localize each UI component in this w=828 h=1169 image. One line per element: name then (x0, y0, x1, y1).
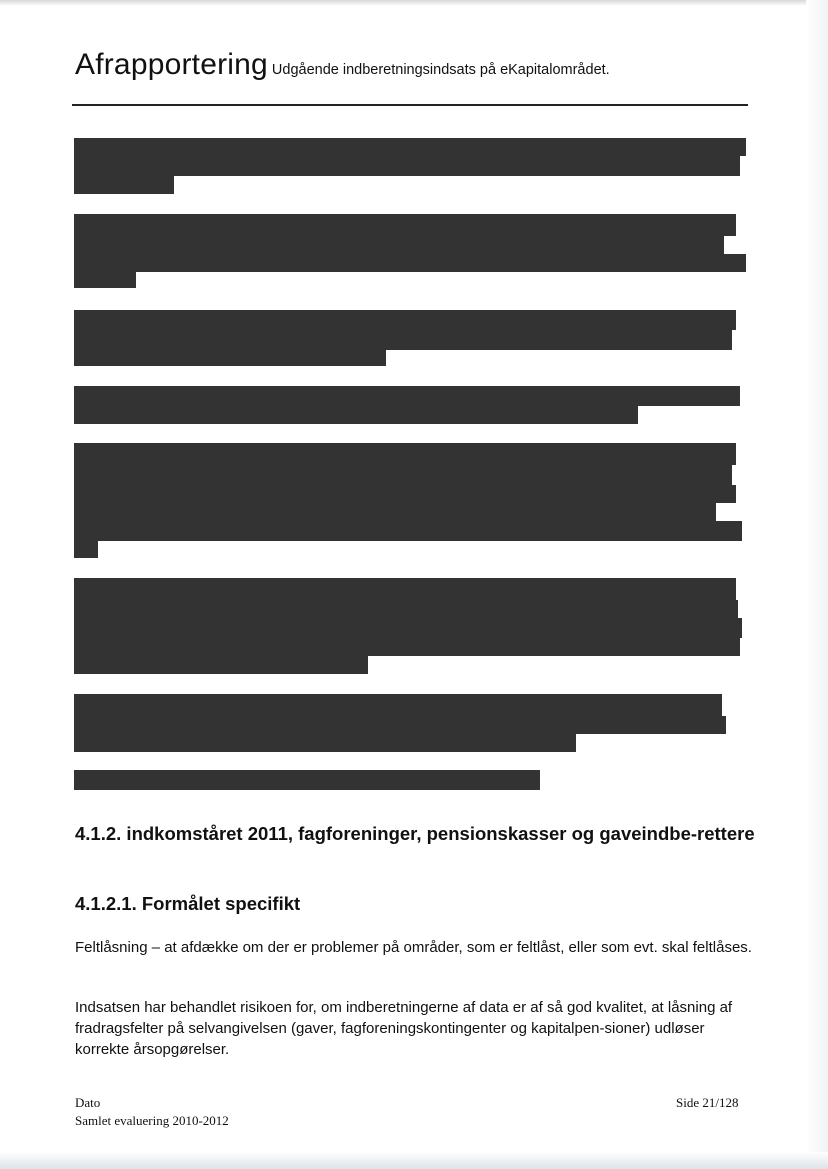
scan-right-edge (806, 0, 828, 1169)
redaction-bar (74, 503, 716, 521)
redaction-bar (74, 156, 740, 176)
redaction-bar (74, 214, 736, 236)
redaction-bar (74, 465, 732, 485)
subsection-heading: 4.1.2.1. Formålet specifikt (75, 893, 301, 914)
header-subtitle: Udgående indberetningsindsats på eKapitalområdet. (271, 62, 610, 78)
redaction-bar (74, 254, 746, 272)
redaction-bar (74, 618, 742, 638)
redaction-bar (74, 272, 136, 288)
scan-top-edge (0, 0, 828, 6)
redaction-bar (74, 578, 736, 600)
body-paragraph: Feltlåsning – at afdække om der er problemer på områder, som er feltlåst, eller som evt. skal feltlåses. (75, 939, 752, 956)
redaction-bar (74, 386, 740, 406)
header-rule (72, 104, 748, 106)
redaction-bar (74, 770, 540, 790)
redaction-bar (74, 716, 726, 734)
redaction-bar (74, 734, 576, 752)
redaction-bar (74, 443, 736, 465)
redaction-bar (74, 138, 746, 156)
page-number: Side 21/128 (676, 1095, 739, 1110)
page-header (75, 48, 610, 82)
redaction-bar (74, 236, 724, 254)
redaction-bar (74, 406, 638, 424)
redaction-bar (74, 638, 740, 656)
redaction-bar (74, 694, 722, 716)
footer-document-name: Samlet evaluering 2010-2012 (75, 1113, 229, 1128)
footer-left (75, 1094, 229, 1130)
section-heading: 4.1.2. indkomståret 2011, fagforeninger, pensionskasser og gaveindbe-rettere (75, 823, 755, 844)
redaction-bar (74, 485, 736, 503)
redaction-bar (74, 541, 98, 558)
redaction-bar (74, 330, 732, 350)
body-paragraph: Indsatsen har behandlet risikoen for, om indberetningerne af data er af så god kvalitet, at låsning af fradragsfelter på selvangivelsen (gaver, fagforeningskontingenter og kapitalpen-sioner) udløser korrekte årsopgørelser. (75, 999, 733, 1058)
redaction-bar (74, 600, 738, 618)
redaction-bar (74, 521, 742, 541)
redaction-bar (74, 310, 736, 330)
scan-bottom-edge (0, 1152, 828, 1169)
redaction-bar (74, 656, 368, 674)
footer-date-label: Dato (75, 1095, 101, 1110)
redaction-bar (74, 176, 174, 194)
header-title: Afrapportering (75, 48, 268, 81)
redaction-bar (74, 350, 386, 366)
